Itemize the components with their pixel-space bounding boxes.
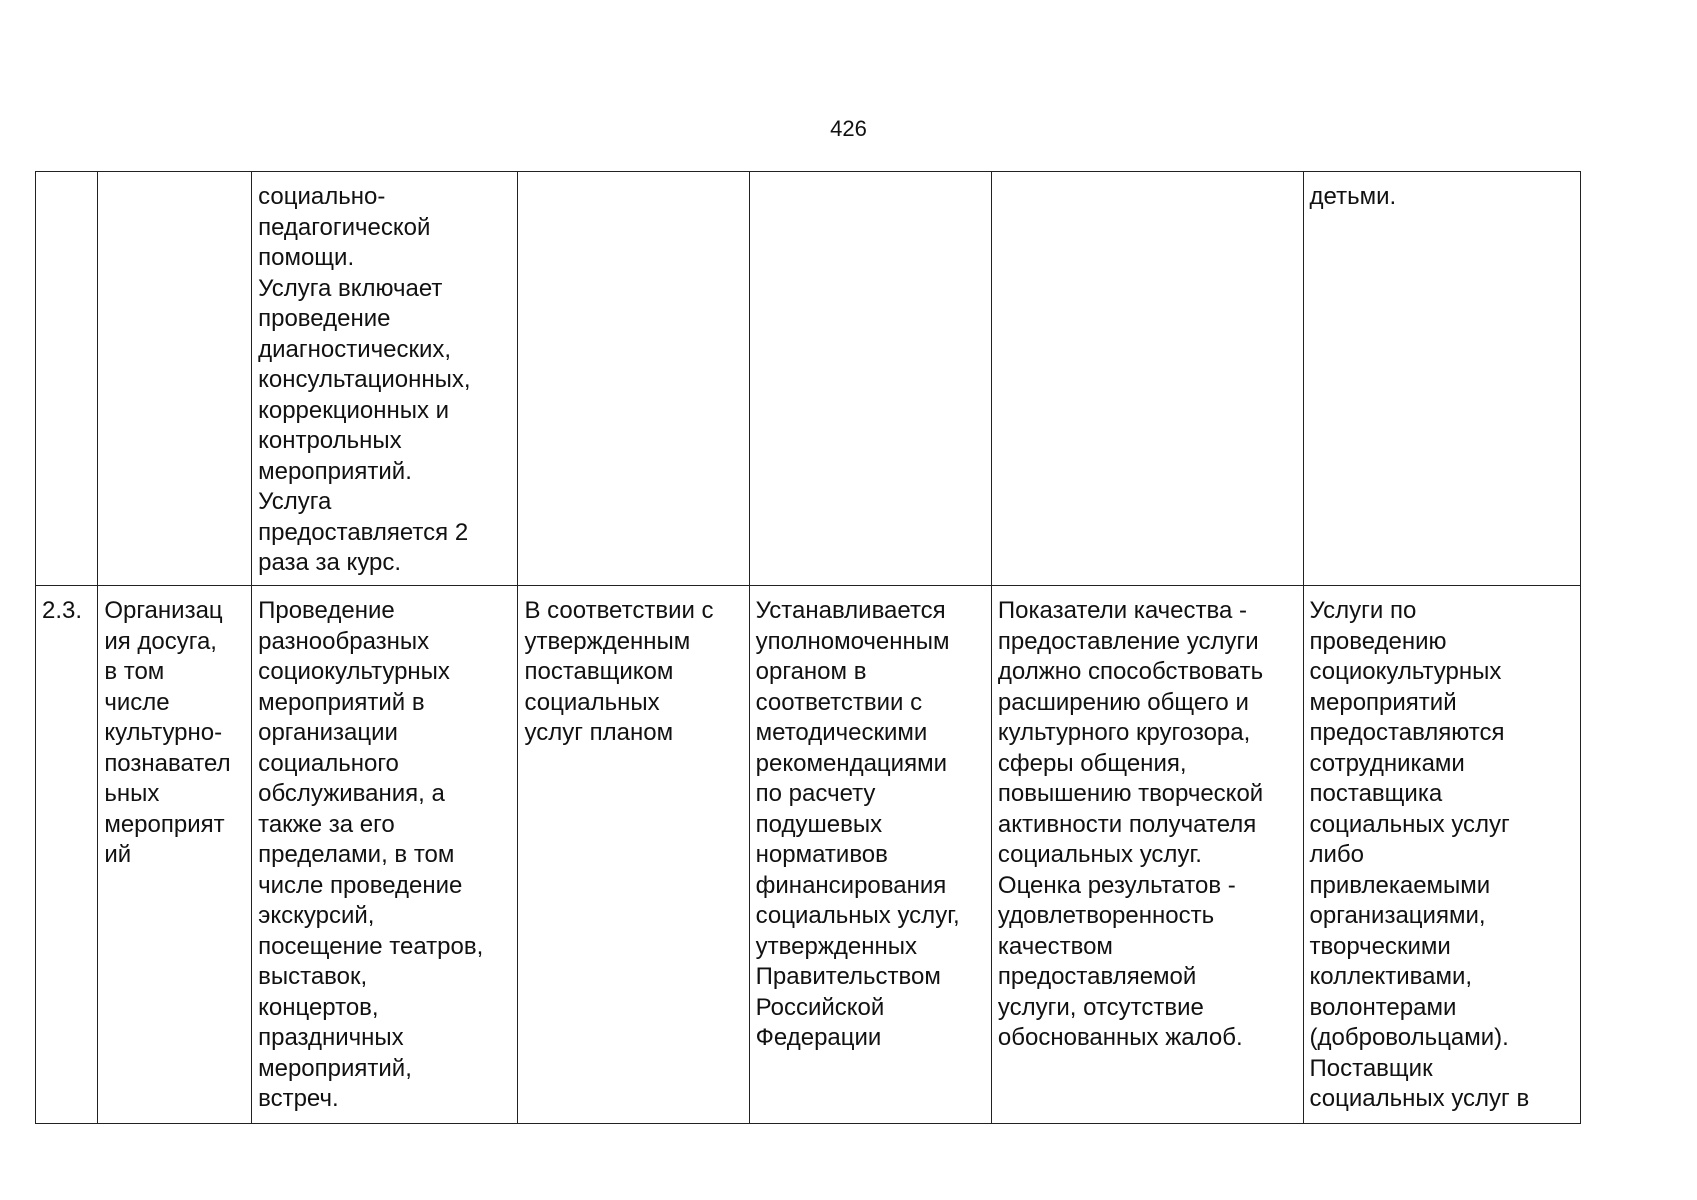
cell-quality-indicators: Показатели качества - предоставление услуги должно способствовать расширению общего и культурного кругозора, сферы общения, повышению творческой активности получателя социальных услуг. Оценка результатов - удовлетворенность качеством предоставляемой услуги, отсутствие обоснованных жалоб. — [991, 586, 1303, 1124]
cell-quality-indicators — [991, 172, 1303, 586]
cell-conditions: Услуги по проведению социокультурных мероприятий предоставляются сотрудниками поставщика социальных услуг либо привлекаемыми организациями, творческими коллективами, волонтерами (добровольцами). Поставщик социальных услуг в — [1303, 586, 1580, 1124]
cell-number — [36, 172, 98, 586]
cell-service-name: Организац ия досуга, в том числе культурно- познавател ьных мероприят ий — [98, 586, 252, 1124]
cell-tariff — [749, 172, 991, 586]
cell-tariff: Устанавливается уполномоченным органом в соответствии с методическими рекомендациями по расчету подушевых нормативов финансирования социальных услуг, утвержденных Правительством Российской Федерации — [749, 586, 991, 1124]
cell-volume — [518, 172, 749, 586]
table-row — [36, 172, 1581, 586]
cell-service-description: социально- педагогической помощи. Услуга включает проведение диагностических, консультационных, коррекционных и контрольных мероприятий. Услуга предоставляется 2 раза за курс. — [252, 172, 518, 586]
cell-conditions: детьми. — [1303, 172, 1580, 586]
cell-volume: В соответствии с утвержденным поставщиком социальных услуг планом — [518, 586, 749, 1124]
cell-service-name — [98, 172, 252, 586]
cell-number: 2.3. — [36, 586, 98, 1124]
page-number: 426 — [830, 116, 867, 141]
cell-service-description: Проведение разнообразных социокультурных мероприятий в организации социального обслуживания, а также за его пределами, в том числе проведение экскурсий, посещение театров, выставок, концертов, праздничных мероприятий, встреч. — [252, 586, 518, 1124]
table-row — [36, 586, 1581, 1124]
services-table — [35, 171, 1581, 1124]
